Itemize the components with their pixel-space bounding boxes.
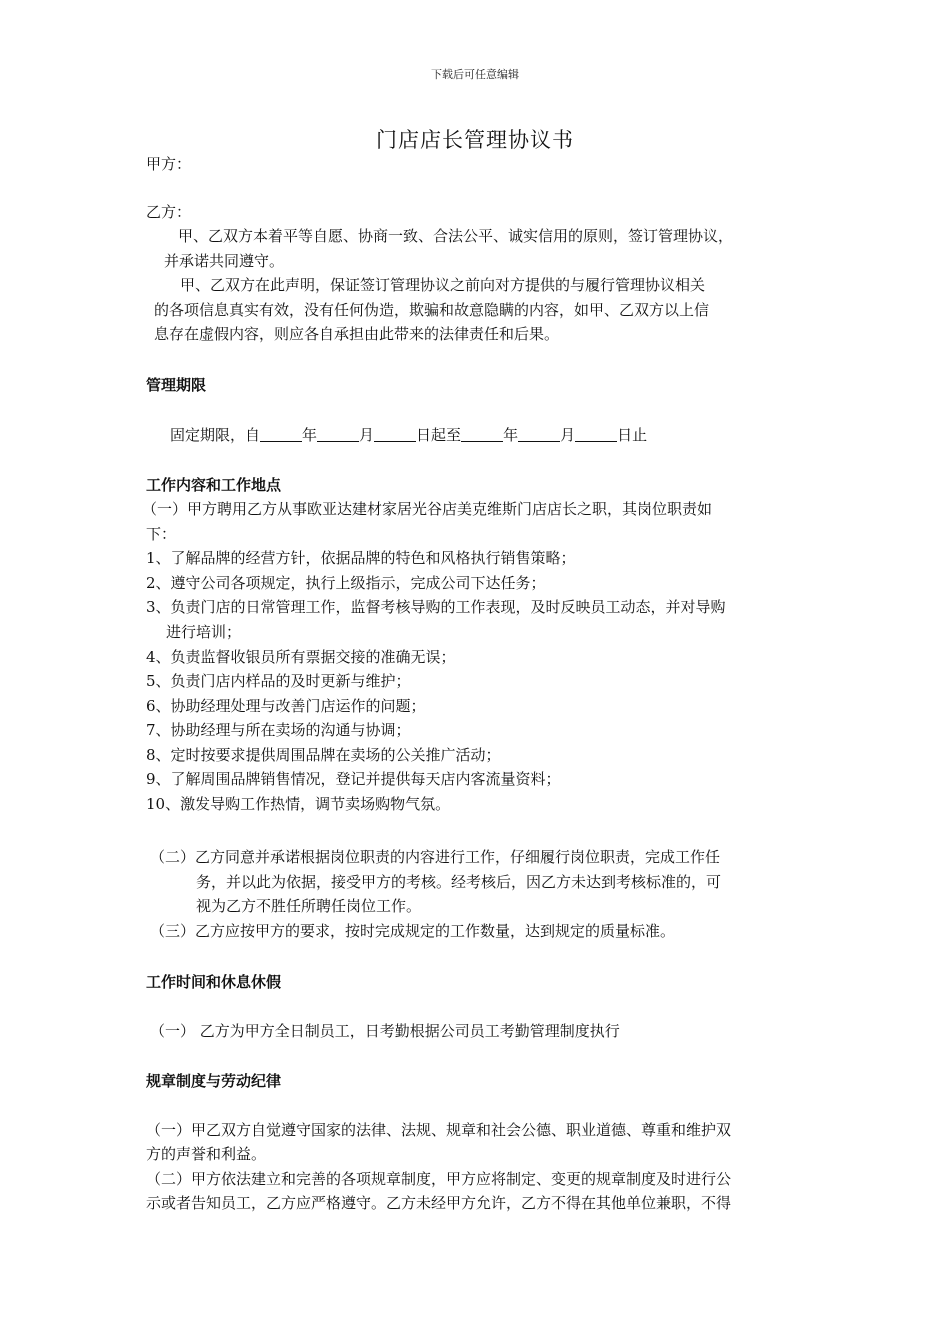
work-item-1-line-2: 下： (146, 525, 177, 543)
duty-item: 进行培训； (166, 623, 242, 641)
party-a-label: 甲方： (146, 155, 192, 173)
blank-field (518, 427, 560, 442)
blank-field (374, 427, 416, 442)
section-heading-term: 管理期限 (146, 376, 207, 394)
duty-item: 4、负责监督收银员所有票据交接的准确无误； (146, 648, 456, 666)
intro-paragraph-2-line-3: 息存在虚假内容，则应各自承担由此带来的法律责任和后果。 (154, 325, 560, 343)
duty-item: 2、遵守公司各项规定，执行上级指示，完成公司下达任务； (146, 574, 546, 592)
duty-item: 6、协助经理处理与改善门店运作的问题； (146, 697, 426, 715)
rules-item-1-line-2: 方的声誉和利益。 (146, 1145, 267, 1163)
section-heading-work: 工作内容和工作地点 (146, 476, 282, 494)
rules-item-1-line-1: （一）甲乙双方自觉遵守国家的法律、法规、规章和社会公德、职业道德、尊重和维护双 (146, 1121, 732, 1139)
term-part-6: 月 (560, 426, 576, 444)
duty-item: 3、负责门店的日常管理工作，监督考核导购的工作表现，及时反映员工动态，并对导购 (146, 598, 726, 616)
duty-item: 10、激发导购工作热情，调节卖场购物气氛。 (146, 795, 451, 813)
rules-item-2-line-1: （二）甲方依法建立和完善的各项规章制度，甲方应将制定、变更的规章制度及时进行公 (146, 1170, 732, 1188)
term-part-5: 年 (503, 426, 519, 444)
term-part-4: 日起至 (416, 426, 462, 444)
blank-field (260, 427, 302, 442)
work-item-1-line-1: （一）甲方聘用乙方从事欧亚达建材家居光谷店美克维斯门店店长之职，其岗位职责如 (142, 500, 713, 518)
term-part-7: 日止 (617, 426, 648, 444)
page-header: 下载后可任意编辑 (431, 68, 519, 81)
section-heading-rules: 规章制度与劳动纪律 (146, 1072, 282, 1090)
term-line (170, 427, 647, 443)
section-heading-hours: 工作时间和休息休假 (146, 973, 282, 991)
rules-item-2-line-2: 示或者告知员工，乙方应严格遵守。乙方未经甲方允许，乙方不得在其他单位兼职，不得 (146, 1194, 732, 1212)
blank-field (461, 427, 503, 442)
intro-paragraph-1-line-1: 甲、乙双方本着平等自愿、协商一致、合法公平、诚实信用的原则，签订管理协议， (178, 227, 734, 245)
duty-item: 9、了解周围品牌销售情况，登记并提供每天店内客流量资料； (146, 770, 561, 788)
work-item-2-line-1: （二）乙方同意并承诺根据岗位职责的内容进行工作，仔细履行岗位职责，完成工作任 (150, 848, 721, 866)
duty-item: 8、定时按要求提供周围品牌在卖场的公关推广活动； (146, 746, 501, 764)
term-part-1: 固定期限，自 (170, 426, 261, 444)
duty-item: 1、了解品牌的经营方针，依据品牌的特色和风格执行销售策略； (146, 549, 576, 567)
term-part-2: 年 (302, 426, 318, 444)
intro-paragraph-2-line-2: 的各项信息真实有效，没有任何伪造，欺骗和故意隐瞒的内容，如甲、乙双方以上信 (154, 301, 710, 319)
term-part-3: 月 (359, 426, 375, 444)
work-item-3: （三）乙方应按甲方的要求，按时完成规定的工作数量，达到规定的质量标准。 (150, 922, 676, 940)
document-title: 门店店长管理协议书 (376, 128, 574, 152)
work-item-2-line-2: 务，并以此为依据，接受甲方的考核。经考核后，因乙方未达到考核标准的，可 (196, 873, 722, 891)
blank-field (575, 427, 617, 442)
intro-paragraph-1-line-2: 并承诺共同遵守。 (164, 252, 285, 270)
blank-field (317, 427, 359, 442)
work-item-2-line-3: 视为乙方不胜任所聘任岗位工作。 (196, 897, 422, 915)
duty-item: 7、协助经理与所在卖场的沟通与协调； (146, 721, 411, 739)
party-b-label: 乙方： (146, 203, 192, 221)
duty-item: 5、负责门店内样品的及时更新与维护； (146, 672, 411, 690)
intro-paragraph-2-line-1: 甲、乙双方在此声明，保证签订管理协议之前向对方提供的与履行管理协议相关 (180, 276, 706, 294)
hours-item-1: （一） 乙方为甲方全日制员工，日考勤根据公司员工考勤管理制度执行 (150, 1022, 620, 1040)
